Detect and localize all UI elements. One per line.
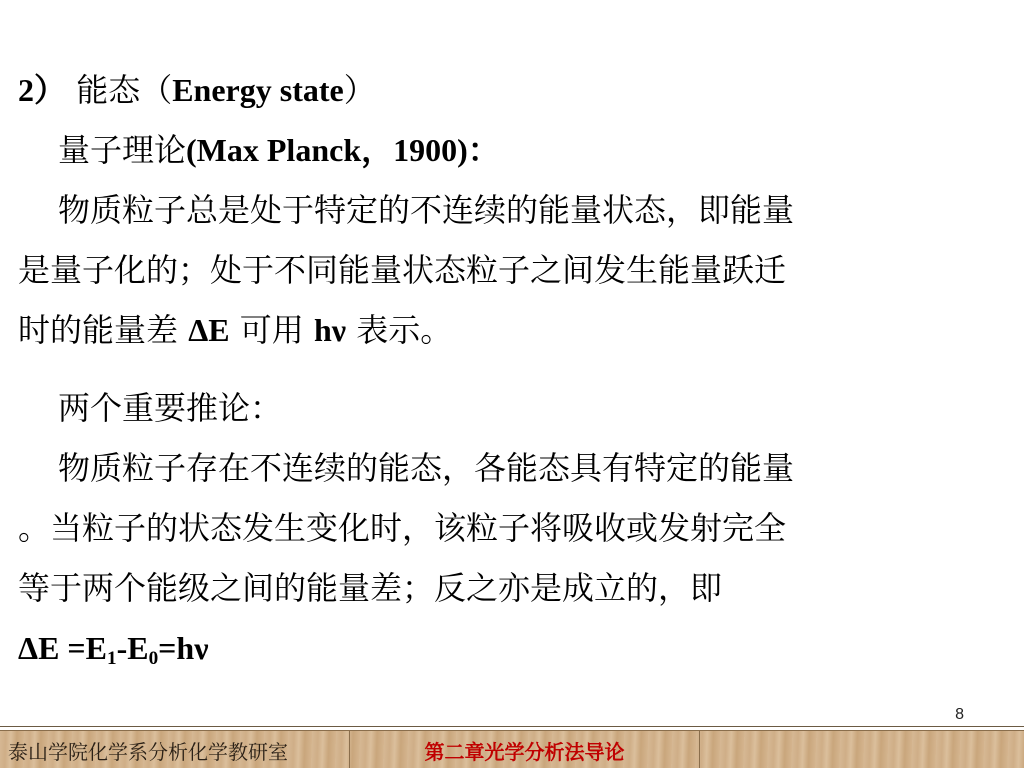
corollaries-paragraph-line-1: 物质粒子存在不连续的能态，各能态具有特定的能量 [58,449,795,487]
footer-chapter-title: 第二章光学分析法导论 [350,731,700,768]
page-number: 8 [955,706,964,723]
footer-divider [0,726,1024,727]
heading-number: 2） [18,72,67,108]
quantum-theory-label: 量子理论 [58,131,187,169]
equation-subscript-0: 0 [148,647,159,669]
slide-content [18,60,1008,678]
footer-empty-cell [700,731,1024,768]
corollaries-paragraph-line-2: 。当粒子的状态发生变化时，该粒子将吸收或发射完全 [18,509,787,547]
quantum-line3-text-c: 表示。 [346,311,453,349]
energy-equation [18,618,1008,678]
heading-title-close: ） [343,71,376,109]
quantum-paragraph-line-3 [18,300,1008,360]
quantum-paragraph-line-2: 是量子化的；处于不同能量状态粒子之间发生能量跃迁 [18,251,787,289]
quantum-theory-heading [18,120,1008,180]
quantum-line3-text-a: 时的能量差 [18,311,189,349]
corollaries-paragraph-line-3: 等于两个能级之间的能量差；反之亦是成立的，即 [18,569,723,607]
equation-subscript-1: 1 [106,647,117,669]
equation-delta-e: ΔE =E [18,630,107,666]
section-heading [18,60,1008,120]
corollaries-heading: 两个重要推论： [58,389,283,427]
quantum-line3-text-b: 可用 [229,311,314,349]
equation-minus-e: -E [116,630,149,666]
heading-title-en: Energy state [172,72,344,108]
footer-bar [0,730,1024,768]
heading-title-cn: 能态（ [76,71,173,109]
h-nu-symbol: hν [313,312,347,348]
quantum-theory-citation: (Max Planck，1900)： [186,132,500,168]
footer-department: 泰山学院化学系分析化学教研室 [0,731,350,768]
quantum-paragraph-line-1: 物质粒子总是处于特定的不连续的能量状态，即能量 [58,191,795,229]
delta-e-symbol: ΔE [188,312,230,348]
equation-equals-hv: =hν [158,630,209,666]
